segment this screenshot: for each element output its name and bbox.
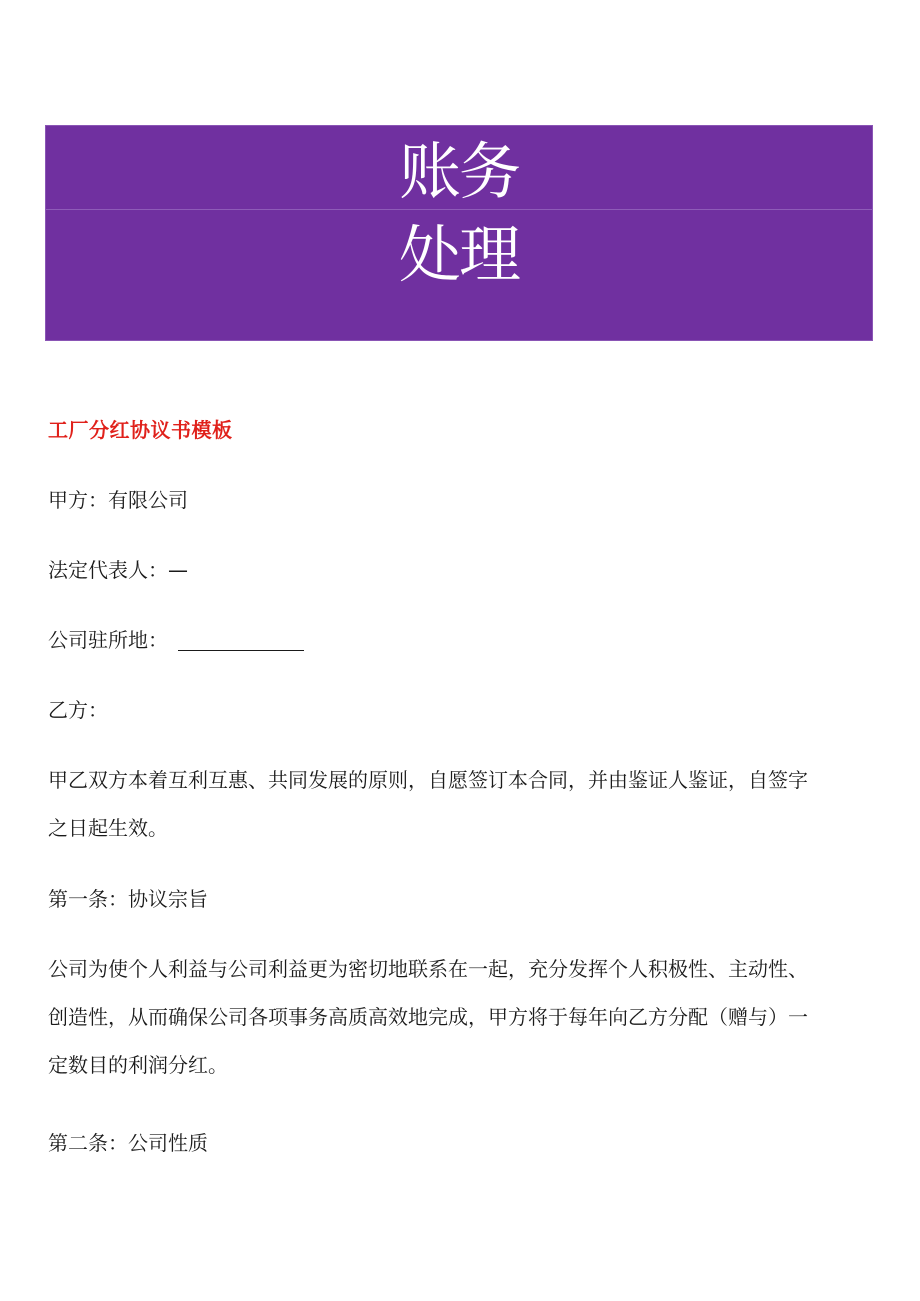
intro-line: 甲乙双方本着互利互惠、共同发展的原则，自愿签订本合同，并由鉴证人鉴证，自签字	[48, 768, 808, 792]
banner-title-line-2: 处理	[398, 218, 519, 291]
party-b-line: 乙方：	[48, 698, 108, 722]
article-1-line: 公司为使个人利益与公司利益更为密切地联系在一起，充分发挥个人积极性、主动性、	[48, 957, 808, 981]
banner-title-line-1: 账务	[398, 135, 519, 208]
article-1-line: 创造性，从而确保公司各项事务高质高效地完成，甲方将于每年向乙方分配（赠与）一	[48, 1005, 808, 1029]
company-address-line	[48, 626, 874, 654]
banner-divider	[46, 209, 872, 210]
intro-paragraph	[48, 756, 874, 852]
party-a-line: 甲方：有限公司	[48, 488, 188, 512]
article-1-body	[48, 945, 874, 1089]
company-address-label: 公司驻所地：	[48, 628, 168, 652]
legal-representative-line: 法定代表人：—	[48, 558, 188, 582]
article-1-line: 定数目的利润分红。	[48, 1053, 228, 1077]
company-address-blank	[178, 628, 304, 651]
header-banner	[45, 125, 873, 341]
article-1-heading: 第一条：协议宗旨	[48, 887, 208, 911]
document-title: 工厂分红协议书模板	[48, 418, 233, 442]
article-2-heading: 第二条：公司性质	[48, 1131, 208, 1155]
intro-line: 之日起生效。	[48, 816, 168, 840]
